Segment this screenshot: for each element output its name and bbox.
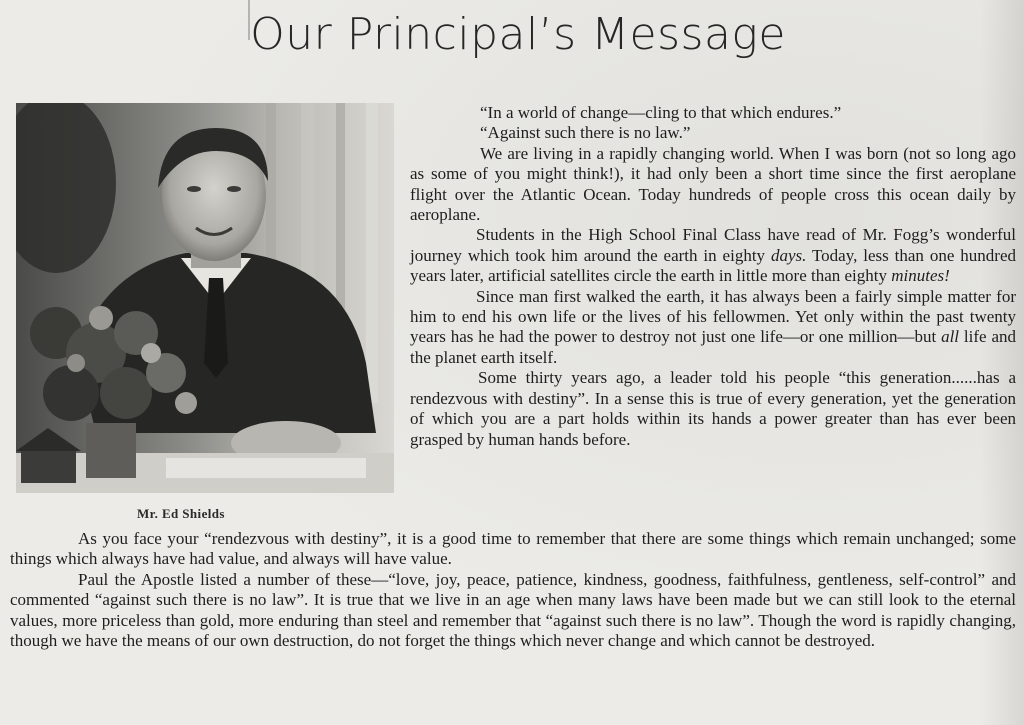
paragraph-face-destiny: As you face your “rendezvous with destiny”, it is a good time to remember that there are some things which remain unchanged; some things which always have had value, and always will have value.: [10, 529, 1016, 569]
paragraph-rendezvous: Some thirty years ago, a leader told his people “this generation......has a rendezvous with destiny”. In a sense this is true of every generation, yet the generation of which you are a part holds within its hands a power greater than has ever been grasped by human hands before.: [410, 368, 1016, 449]
paragraph-power-text-b: life and the planet earth itself.: [410, 327, 1017, 367]
quote-law: “Against such there is no law.”: [480, 123, 691, 143]
paragraph-fogg-text-b: Today, less than one hundred years later, artificial satellites circle the earth in little more than eighty: [410, 245, 1016, 286]
paragraph-fogg-text-a: Students in the High School Final Class have read of Mr. Fogg’s wonderful journey which took him around the earth in eighty: [410, 225, 1016, 265]
paragraph-fogg-minutes: minutes!: [891, 266, 950, 286]
page-title: Our Principal’s Message: [250, 9, 786, 60]
message-body: [0, 103, 1016, 651]
photo-caption: Mr. Ed Shields: [137, 506, 225, 521]
paragraph-power-text-a: Since man first walked the earth, it has always been a fairly simple matter for him to end his own life or the lives of his fellowmen. Yet only within the past twenty years has he had the power to destroy not just one life—or one million—but: [410, 286, 1016, 347]
photo-spacer: [0, 103, 410, 529]
paragraph-changing-world: We are living in a rapidly changing world. When I was born (not so long ago as some of you might think!), it had only been a short time since the first aeroplane flight over the Atlantic Ocean. Today hundreds of people cross this ocean daily by aeroplane.: [410, 143, 1016, 225]
paragraph-apostle: Paul the Apostle listed a number of these—“love, joy, peace, patience, kindness, goodness, faithfulness, gentleness, self-control” and commented “against such there is no law”. It is true that we live in an age when many laws have been made but we can still look to the eternal values, more priceless than gold, more enduring than steel and remember that “against such there is no law”. Though the word is rapidly changing, though we have the means of our own destruction, do not forget the things which never change and which cannot be destroyed.: [10, 569, 1016, 651]
quote-change: “In a world of change—cling to that which endures.”: [480, 103, 842, 122]
paragraph-power-all: all: [941, 327, 960, 347]
bottom-paragraphs: [0, 529, 1016, 651]
paragraph-fogg-days: days.: [770, 245, 807, 265]
